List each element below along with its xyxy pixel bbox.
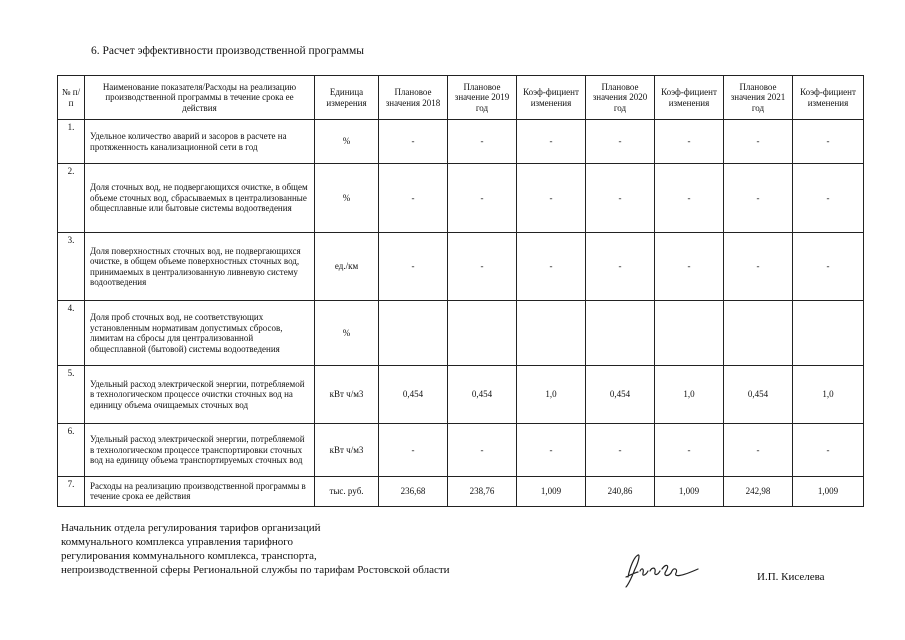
header-number: № п/п [58,76,85,120]
row-value-2018: 236,68 [379,476,448,506]
table-row [58,232,864,301]
signatory-line: Начальник отдела регулирования тарифов организаций [61,522,321,534]
row-coef-1: - [517,164,586,233]
row-coef-1: - [517,232,586,301]
row-number: 4. [58,301,85,366]
row-value-2021: - [724,120,793,164]
row-value-2020: - [586,232,655,301]
table-row [58,476,864,506]
table-row [58,120,864,164]
efficiency-table [57,75,864,507]
row-value-2020: - [586,424,655,476]
row-value-2019: - [448,232,517,301]
row-coef-1: 1,0 [517,365,586,423]
header-name: Наименование показателя/Расходы на реализацию производственной программы в течение срока ее действия [85,76,315,120]
row-number: 1. [58,120,85,164]
row-value-2021 [724,301,793,366]
row-value-2021: - [724,424,793,476]
header-unit: Единица измерения [315,76,379,120]
row-value-2018 [379,301,448,366]
row-value-2021: - [724,232,793,301]
row-name: Доля сточных вод, не подвергающихся очистке, в общем объеме сточных вод, сбрасываемых в централизованные общесплавные или бытовые системы водоотведения [85,164,315,233]
row-coef-3: - [793,164,864,233]
row-name: Доля поверхностных сточных вод, не подвергающихся очистке, в общем объеме поверхностных сточных вод, принимаемых в централизованную ливневую систему водоотведения [85,232,315,301]
row-value-2019: - [448,424,517,476]
row-value-2021: 242,98 [724,476,793,506]
table-row [58,301,864,366]
row-unit: ед./км [315,232,379,301]
row-coef-2: - [655,232,724,301]
table-row [58,164,864,233]
signer-name: И.П. Киселева [757,571,825,583]
header-plan-2020: Плановое значения 2020 год [586,76,655,120]
table-row [58,365,864,423]
row-coef-1: 1,009 [517,476,586,506]
row-coef-2 [655,301,724,366]
row-name: Удельное количество аварий и засоров в расчете на протяженность канализационной сети в год [85,120,315,164]
row-name: Расходы на реализацию производственной программы в течение срока ее действия [85,476,315,506]
header-coef-2: Коэф-фициент изменения [655,76,724,120]
row-value-2018: - [379,120,448,164]
row-coef-3: 1,009 [793,476,864,506]
row-value-2018: 0,454 [379,365,448,423]
header-plan-2019: Плановое значение 2019 год [448,76,517,120]
row-value-2019: 0,454 [448,365,517,423]
row-coef-2: - [655,424,724,476]
row-value-2021: - [724,164,793,233]
row-unit: тыс. руб. [315,476,379,506]
row-number: 2. [58,164,85,233]
row-coef-3: - [793,120,864,164]
row-value-2020: - [586,120,655,164]
row-coef-1: - [517,120,586,164]
row-value-2020: 0,454 [586,365,655,423]
row-coef-3: 1,0 [793,365,864,423]
row-number: 7. [58,476,85,506]
signatory-line: регулирования коммунального комплекса, транспорта, [61,550,317,562]
row-number: 5. [58,365,85,423]
row-name: Удельный расход электрической энергии, потребляемой в технологическом процессе транспортировки сточных вод на единицу объема транспортируемых сточных вод [85,424,315,476]
row-number: 3. [58,232,85,301]
row-coef-3: - [793,232,864,301]
row-value-2020 [586,301,655,366]
row-coef-2: 1,009 [655,476,724,506]
row-value-2019: 238,76 [448,476,517,506]
row-unit: % [315,164,379,233]
row-value-2018: - [379,424,448,476]
row-unit: кВт ч/м3 [315,365,379,423]
row-coef-2: - [655,120,724,164]
table-row [58,424,864,476]
header-coef-1: Коэф-фициент изменения [517,76,586,120]
row-coef-3 [793,301,864,366]
row-coef-1 [517,301,586,366]
section-heading: 6. Расчет эффективности производственной программы [91,45,365,57]
row-value-2020: - [586,164,655,233]
row-value-2019 [448,301,517,366]
row-unit: % [315,120,379,164]
header-plan-2018: Плановое значения 2018 [379,76,448,120]
row-value-2019: - [448,164,517,233]
row-number: 6. [58,424,85,476]
row-coef-2: 1,0 [655,365,724,423]
row-coef-3: - [793,424,864,476]
row-value-2018: - [379,164,448,233]
row-unit: % [315,301,379,366]
row-name: Доля проб сточных вод, не соответствующих установленным нормативам допустимых сбросов, лимитам на сбросы для централизованной общесплавной (бытовой) системы водоотведения [85,301,315,366]
signatory-line: коммунального комплекса управления тарифного [61,536,293,548]
header-coef-3: Коэф-фициент изменения [793,76,864,120]
row-value-2019: - [448,120,517,164]
row-value-2021: 0,454 [724,365,793,423]
header-plan-2021: Плановое значения 2021 год [724,76,793,120]
row-coef-2: - [655,164,724,233]
signatory-line: непроизводственной сферы Региональной службы по тарифам Ростовской области [61,564,450,576]
row-unit: кВт ч/м3 [315,424,379,476]
table-header-row [58,76,864,120]
signatory-position [61,521,450,577]
row-value-2018: - [379,232,448,301]
row-coef-1: - [517,424,586,476]
row-value-2020: 240,86 [586,476,655,506]
handwritten-signature [620,547,700,589]
row-name: Удельный расход электрической энергии, потребляемой в технологическом процессе очистки сточных вод на единицу объема очищаемых сточных вод [85,365,315,423]
